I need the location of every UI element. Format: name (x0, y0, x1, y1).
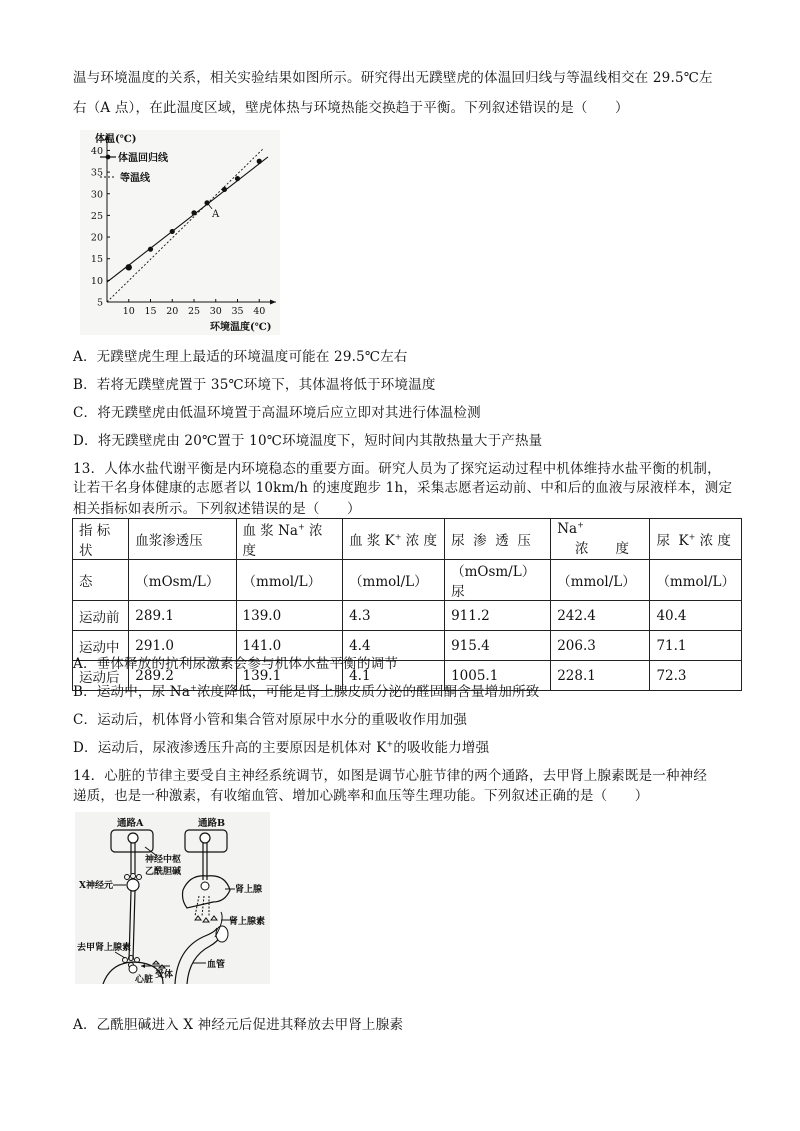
table-cell: 4.3 (343, 601, 445, 631)
header-text: 浓 度 (557, 541, 629, 557)
header-text: 浓 度 (242, 523, 323, 559)
receptor (129, 965, 137, 973)
y-tick-label: 40 (90, 145, 103, 157)
q13-stem-line-2: 让若干名身体健康的志愿者以 10km/h 的速度跑步 1h，采集志愿者运动前、中和后的血液与尿液样本，测定 (73, 480, 733, 496)
regression-point (126, 264, 132, 270)
x-tick-label: 20 (166, 306, 179, 317)
adrenal-synapse (201, 882, 209, 890)
table-cell: 72.3 (650, 661, 742, 691)
q12-option-b: B．若将无蹼壁虎置于 35℃环境下，其体温将低于环境温度 (73, 377, 436, 393)
y-tick-label: 10 (90, 275, 103, 287)
q13-option-a: A．垂体释放的抗利尿激素会参与机体水盐平衡的调节 (73, 656, 399, 672)
header-cell (73, 519, 129, 560)
epinephrine-label: 肾上腺素 (229, 917, 266, 927)
chart-background (80, 130, 280, 335)
superscript-plus: + (386, 739, 394, 749)
table-cell: 40.4 (650, 601, 742, 631)
table-cell: 139.1 (236, 661, 343, 691)
path-b-label: 通路B (198, 818, 226, 829)
table-cell: 4.4 (343, 631, 445, 661)
header-cell: （mmol/L） (650, 560, 742, 601)
legend-regression-label: 体温回归线 (118, 153, 168, 164)
heart-label: 心脏 (135, 975, 154, 984)
intro-line-1: 温与环境温度的关系，相关实验结果如图所示。研究得出无蹼壁虎的体温回归线与等温线相交在 29.5℃左 (73, 70, 713, 86)
body-temperature-chart (80, 130, 280, 339)
table-cell: 141.0 (236, 631, 343, 661)
header-cell: （mmol/L） (236, 560, 343, 601)
header-text: 浓 度 (695, 533, 731, 549)
superscript-plus: + (190, 683, 197, 693)
superscript-plus: + (577, 520, 584, 530)
header-cell: （mOsm/L） (129, 560, 236, 601)
header-cell: （mOsm/L）尿 (445, 560, 551, 601)
adrenal-label: 肾上腺 (235, 885, 263, 895)
table-cell: 1005.1 (445, 661, 551, 691)
q12-option-c: C．将无蹼壁虎由低温环境置于高温环境后应立即对其进行体温检测 (73, 405, 481, 421)
heart-regulation-diagram (75, 812, 270, 988)
header-cell (445, 519, 551, 560)
x-tick-label: 10 (122, 306, 135, 317)
superscript-plus: + (297, 522, 305, 532)
header-text: 血 浆 Na (242, 523, 298, 539)
q13-option-d (73, 736, 489, 756)
x-tick-label: 30 (209, 306, 222, 317)
x-tick-label: 40 (253, 306, 266, 317)
norepinephrine-label: 去甲肾上腺素 (77, 943, 132, 953)
header-text: Na (557, 521, 578, 537)
header-text: 指 标 状 (79, 523, 111, 559)
diagram-svg (75, 812, 270, 984)
table-cell: 运动中 (73, 631, 129, 661)
x-tick-label: 15 (144, 306, 157, 317)
header-cell (551, 519, 650, 560)
regression-point (191, 210, 196, 215)
header-text: 浓 度 (401, 533, 438, 549)
table-cell: 911.2 (445, 601, 551, 631)
q12-option-d: D．将无蹼壁虎由 20℃置于 10℃环境温度下，短时间内其散热量大于产热量 (73, 433, 543, 449)
table-cell: 242.4 (551, 601, 650, 631)
point-a-annotation: A (212, 208, 220, 220)
path-a-label: 通路A (117, 818, 144, 829)
table-header-row-1 (73, 519, 742, 560)
option-text: 的吸收能力增强 (393, 740, 490, 756)
y-tick-label: 20 (90, 232, 103, 244)
q13-stem-line-1: 13．人体水盐代谢平衡是内环境稳态的重要方面。研究人员为了探究运动过程中机体维持水盐平衡的机制， (73, 461, 721, 477)
regression-point (257, 159, 262, 164)
y-tick-label: 30 (90, 189, 103, 201)
q14-stem-line-1: 14．心脏的节律主要受自主神经系统调节，如图是调节心脏节律的两个通路，去甲肾上腺素既是一种神经 (73, 768, 708, 784)
header-text: 血 浆 K (349, 533, 395, 549)
table-cell: 71.1 (650, 631, 742, 661)
table-cell: 915.4 (445, 631, 551, 661)
table-cell: 运动后 (73, 661, 129, 691)
header-text: 尿 渗 透 压 (451, 533, 531, 549)
regression-point (235, 176, 240, 181)
header-cell (343, 519, 445, 560)
x-neuron-body (127, 879, 139, 891)
x-tick-label: 35 (231, 306, 244, 317)
receptor-label: 受体 (155, 970, 174, 980)
option-text: 浓度降低，可能是肾上腺皮质分泌的醛固酮含量增加所致 (196, 684, 540, 700)
path-b-neuron-body (200, 833, 210, 843)
header-cell: （mmol/L） (343, 560, 445, 601)
header-cell (650, 519, 742, 560)
q13-option-b (73, 680, 539, 700)
header-cell (129, 519, 236, 560)
superscript-plus: + (688, 532, 696, 542)
intro-line-2: 右（A 点），在此温度区域，壁虎体热与环境热能交换趋于平衡。下列叙述错误的是（ ） (73, 100, 629, 116)
table-cell: 206.3 (551, 631, 650, 661)
option-text: D．运动后，尿液渗透压升高的主要原因是机体对 K (73, 740, 387, 756)
superscript-plus: + (394, 532, 402, 542)
header-cell: （mmol/L） (551, 560, 650, 601)
q12-option-a: A．无蹼壁虎生理上最适的环境温度可能在 29.5℃左右 (73, 349, 408, 365)
table-row (73, 601, 742, 631)
table-cell: 228.1 (551, 661, 650, 691)
legend-isotherm-label: 等温线 (120, 173, 150, 184)
table-cell: 291.0 (129, 631, 236, 661)
regression-point (222, 187, 227, 192)
q13-option-c: C．运动后，机体肾小管和集合管对原尿中水分的重吸收作用加强 (73, 712, 468, 728)
legend-regression-marker (106, 155, 111, 160)
vessel-label: 血管 (207, 960, 226, 970)
chart-svg (80, 130, 280, 335)
vessel-end (216, 926, 228, 942)
header-cell (236, 519, 343, 560)
q14-option-a: A．乙酰胆碱进入 X 神经元后促进其释放去甲肾上腺素 (73, 1017, 404, 1033)
table-cell: 运动前 (73, 601, 129, 631)
table-cell: 289.2 (129, 661, 236, 691)
header-text: 血浆渗透压 (135, 533, 203, 549)
option-text: B．运动中，尿 Na (73, 684, 191, 700)
y-tick-label: 5 (96, 297, 103, 309)
diagram-background (75, 812, 270, 984)
ach-label: 乙酰胆碱 (145, 867, 182, 877)
path-a-neuron-body (128, 833, 138, 843)
header-text: 尿 K (656, 533, 689, 549)
cns-label: 神经中枢 (145, 855, 182, 865)
q14-stem-line-2: 递质，也是一种激素，有收缩血管、增加心跳率和血压等生理功能。下列叙述正确的是（ ） (73, 788, 649, 804)
q13-stem-line-3: 相关指标如表所示。下列叙述错误的是（ ） (73, 501, 361, 517)
x-tick-label: 25 (187, 306, 201, 317)
y-axis-label: 体温(℃) (95, 134, 137, 145)
table-cell: 139.0 (236, 601, 343, 631)
y-tick-label: 25 (90, 210, 103, 222)
table-header-row-2 (73, 560, 742, 601)
x-axis-label: 环境温度(℃) (210, 322, 272, 333)
y-tick-label: 15 (90, 254, 103, 266)
x-neuron-label: X神经元 (79, 881, 113, 891)
table-cell: 289.1 (129, 601, 236, 631)
table-cell: 4.1 (343, 661, 445, 691)
header-cell: 态 (73, 560, 129, 601)
regression-point (170, 229, 175, 234)
regression-point (148, 247, 153, 252)
y-tick-label: 35 (90, 167, 103, 179)
